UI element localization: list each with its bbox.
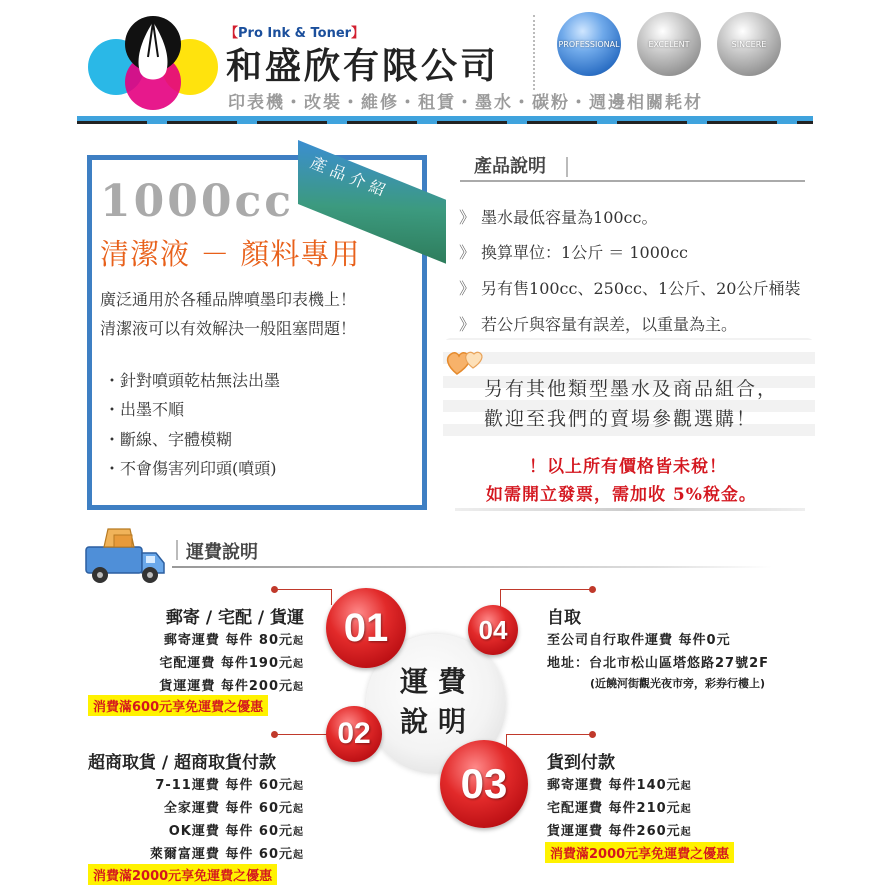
chevron-icon: 》 [459, 279, 476, 298]
header-divider [533, 15, 535, 90]
s01-title: 郵寄 / 宅配 / 貨運 [165, 608, 304, 628]
tax-divider [455, 508, 805, 511]
shipping-title: 運費說明 [186, 542, 258, 563]
explanation-title-bar [566, 157, 568, 177]
leader-line [275, 589, 331, 590]
s03-row: 郵寄運費 每件140元起 [547, 778, 692, 793]
explanation-item: 》 換算單位：1公斤 ＝ 1000cc [459, 243, 689, 262]
shipping-underline [172, 566, 772, 568]
s01-row: 郵寄運費 每件 80元起 [163, 633, 304, 648]
explanation-item: 》 另有售100cc、250cc、1公斤、20公斤桶裝 [459, 279, 801, 298]
leader-line [506, 734, 592, 735]
badge-04: 04 [468, 605, 518, 655]
s01-row: 貨運運費 每件200元起 [159, 679, 304, 694]
explanation-item: 》 若公斤與容量有誤差，以重量為主。 [459, 315, 738, 334]
product-bullet: ・斷線、字體模糊 [104, 430, 233, 449]
s03-row: 宅配運費 每件210元起 [547, 801, 692, 816]
explanation-title: 產品說明 [474, 156, 546, 177]
more-products-line-2: 歡迎至我們的賣場參觀選購！ [484, 408, 758, 430]
product-capacity: 1000cc [100, 176, 295, 227]
tag-open: 【 [225, 26, 239, 41]
services-line: 印表機・改裝・維修・租賃・墨水・碳粉・週邊相關耗材 [228, 93, 703, 113]
more-products-line-1: 另有其他類型墨水及商品組合， [484, 378, 779, 400]
s01-row: 宅配運費 每件190元起 [159, 656, 304, 671]
chevron-icon: 》 [459, 315, 476, 334]
chevron-icon: 》 [459, 243, 476, 262]
hearts-icon [443, 344, 487, 380]
tax-note-2: 如需開立發票，需加收 5%稅金。 [486, 485, 757, 505]
leader-line [275, 734, 331, 735]
s02-row: 全家運費 每件 60元起 [163, 801, 304, 816]
product-name: 清潔液 － 顏料專用 [100, 237, 361, 271]
badge-01: 01 [326, 588, 406, 668]
tax-note-1: ！以上所有價格皆未稅！ [529, 457, 727, 477]
s04-title: 自取 [547, 608, 581, 628]
chevron-icon: 》 [459, 208, 476, 227]
s03-row: 貨運運費 每件260元起 [547, 824, 692, 839]
s04-row: 至公司自行取件運費 每件0元 [547, 633, 731, 648]
product-bullet: ・針對噴頭乾枯無法出墨 [104, 371, 281, 390]
product-ribbon-label: 產品介紹 [307, 152, 393, 202]
leader-line [331, 589, 332, 605]
sincere-orb: SINCERE [717, 12, 781, 76]
leader-line [500, 589, 592, 590]
shipping-title-bar [176, 540, 178, 560]
product-bullet: ・出墨不順 [104, 400, 185, 419]
badge-03: 03 [440, 740, 528, 828]
s02-title: 超商取貨 / 超商取貨付款 [88, 753, 277, 773]
center-label-2: 說明 [400, 705, 477, 738]
s02-row: OK運費 每件 60元起 [168, 824, 304, 839]
tag-close: 】 [351, 26, 365, 41]
s01-promo: 消費滿600元享免運費之優惠 [88, 695, 268, 716]
s03-promo: 消費滿2000元享免運費之優惠 [545, 842, 734, 863]
s03-title: 貨到付款 [547, 753, 615, 773]
company-name: 和盛欣有限公司 [226, 45, 500, 87]
excelent-orb: EXCELENT [637, 12, 701, 76]
explanation-item: 》 墨水最低容量為100cc。 [459, 208, 658, 227]
s04-address: 地址：台北市松山區塔悠路27號2F [547, 656, 770, 671]
badge-02: 02 [326, 706, 382, 762]
truck-icon [84, 525, 166, 587]
s02-promo: 消費滿2000元享免運費之優惠 [88, 864, 277, 885]
tag-text: Pro Ink & Toner [238, 26, 352, 41]
s04-note: (近饒河街觀光夜市旁，彩券行樓上) [590, 677, 766, 690]
company-logo [78, 12, 228, 112]
s02-row: 7-11運費 每件 60元起 [155, 778, 304, 793]
product-bullet: ・不會傷害列印頭(噴頭) [104, 459, 277, 478]
product-desc-1: 廣泛通用於各種品牌噴墨印表機上！ [100, 290, 357, 309]
explanation-underline [460, 180, 805, 182]
product-desc-2: 清潔液可以有效解決一般阻塞問題！ [100, 319, 357, 338]
professional-orb: PROFESSIONAL [557, 12, 621, 76]
s02-row: 萊爾富運費 每件 60元起 [149, 847, 304, 862]
center-label-1: 運費 [400, 665, 477, 698]
header-bar-stripe [77, 121, 813, 124]
